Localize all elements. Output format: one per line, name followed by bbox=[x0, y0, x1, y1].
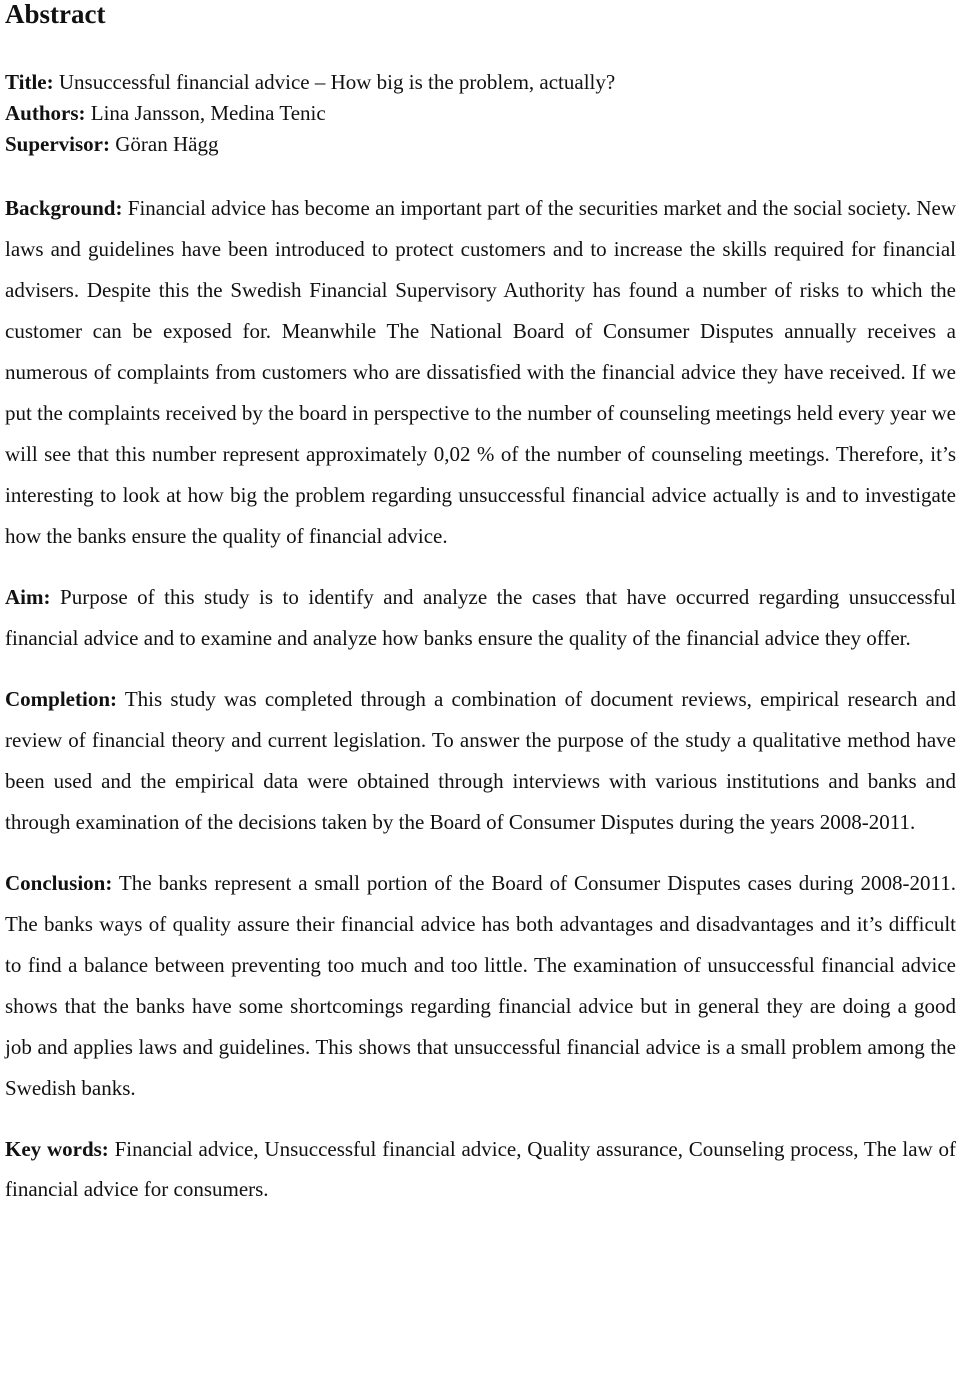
authors-label: Authors: bbox=[5, 101, 86, 125]
authors-text: Lina Jansson, Medina Tenic bbox=[90, 101, 326, 125]
conclusion-section bbox=[5, 863, 956, 1109]
conclusion-text: The banks represent a small portion of the Board of Consumer Disputes cases during 2008-2011. The banks ways of quality assure their financial advice has both advantages and disadvantages and it’s difficult to find a balance between preventing too much and too little. The examination of unsuccessful financial advice shows that the banks have some shortcomings regarding financial advice but in general they are doing a good job and applies laws and guidelines. This shows that unsuccessful financial advice is a small problem among the Swedish banks. bbox=[5, 871, 956, 1100]
completion-label: Completion: bbox=[5, 687, 117, 711]
supervisor-line bbox=[5, 129, 956, 160]
completion-section bbox=[5, 679, 956, 843]
background-label: Background: bbox=[5, 196, 123, 220]
aim-text: Purpose of this study is to identify and analyze the cases that have occurred regarding unsuccessful financial advice and to examine and analyze how banks ensure the quality of the financial advice they offer. bbox=[5, 585, 957, 650]
abstract-meta bbox=[5, 67, 956, 160]
keywords-label: Key words: bbox=[5, 1137, 109, 1161]
supervisor-text: Göran Hägg bbox=[115, 132, 219, 156]
title-text: Unsuccessful financial advice – How big is the problem, actually? bbox=[58, 70, 616, 94]
aim-section bbox=[5, 577, 956, 659]
title-line bbox=[5, 67, 956, 98]
abstract-heading: Abstract bbox=[5, 0, 106, 29]
conclusion-label: Conclusion: bbox=[5, 871, 113, 895]
background-section bbox=[5, 188, 956, 557]
keywords-text: Financial advice, Unsuccessful financial advice, Quality assurance, Counseling process, The law of financial advice for consumers. bbox=[5, 1137, 956, 1201]
abstract-page bbox=[5, 0, 956, 1209]
title-label: Title: bbox=[5, 70, 54, 94]
keywords-section bbox=[5, 1129, 956, 1209]
supervisor-label: Supervisor: bbox=[5, 132, 110, 156]
aim-label: Aim: bbox=[5, 585, 51, 609]
background-text: Financial advice has become an important part of the securities market and the social society. New laws and guidelines have been introduced to protect customers and to increase the skills required for financial advisers. Despite this the Swedish Financial Supervisory Authority has found a number of risks to which the customer can be exposed for. Meanwhile The National Board of Consumer Disputes annually receives a numerous of complaints from customers who are dissatisfied with the financial advice they have received. If we put the complaints received by the board in perspective to the number of counseling meetings held every year we will see that this number represent approximately 0,02 % of the number of counseling meetings. Therefore, it’s interesting to look at how big the problem regarding unsuccessful financial advice actually is and to investigate how the banks ensure the quality of financial advice. bbox=[5, 196, 956, 548]
authors-line bbox=[5, 98, 956, 129]
completion-text: This study was completed through a combination of document reviews, empirical research and review of financial theory and current legislation. To answer the purpose of the study a qualitative method have been used and the empirical data were obtained through interviews with various institutions and banks and through examination of the decisions taken by the Board of Consumer Disputes during the years 2008-2011. bbox=[5, 687, 957, 834]
